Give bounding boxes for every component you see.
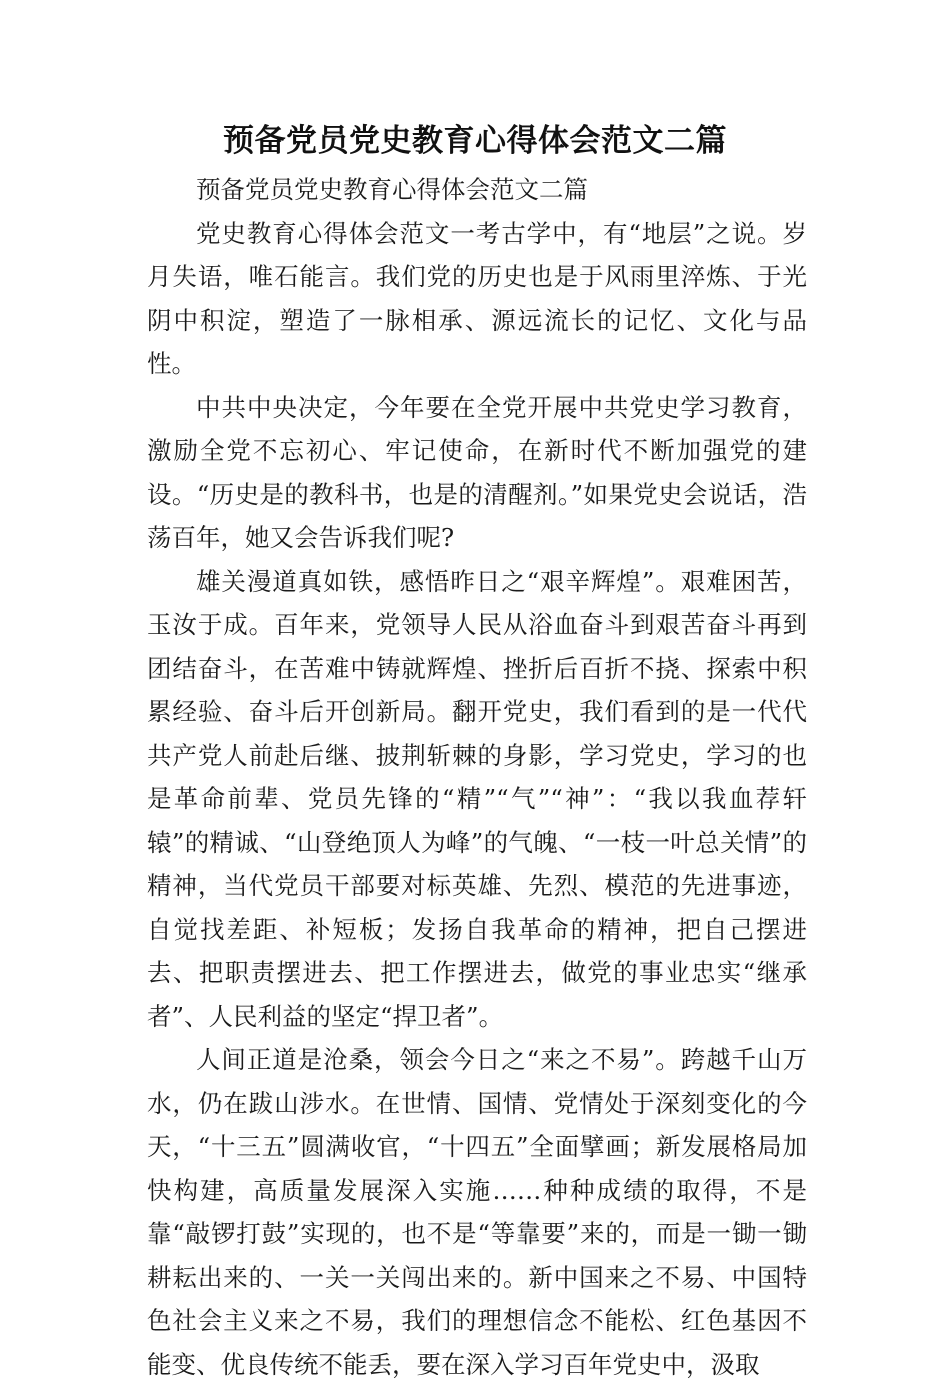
paragraph: 雄关漫道真如铁，感悟昨日之“艰辛辉煌”。艰难困苦，玉汝于成。百年来，党领导人民从浴血奋斗到艰苦奋斗再到团结奋斗，在苦难中铸就辉煌、挫折后百折不挠、探索中积累经验、奋斗后开创新局。翻开党史，我们看到的是一代代共产党人前赴后继、披荆斩棘的身影，学习党史，学习的也是革命前辈、党员先锋的“精”“气”“神”：“我以我血荐轩辕”的精诚、“山登绝顶人为峰”的气魄、“一枝一叶总关情”的精神，当代党员干部要对标英雄、先烈、模范的先进事迹，自觉找差距、补短板；发扬自我革命的精神，把自己摆进去、把职责摆进去、把工作摆进去，做党的事业忠实“继承者”、人民利益的坚定“捍卫者”。 xyxy=(147,566,807,1031)
document-body xyxy=(147,168,807,1386)
document-title: 预备党员党史教育心得体会范文二篇 xyxy=(223,123,727,159)
paragraph: 中共中央决定，今年要在全党开展中共党史学习教育，激励全党不忘初心、牢记使命，在新时代不断加强党的建设。“历史是的教科书，也是的清醒剂。”如果党史会说话，浩荡百年，她又会告诉我们呢? xyxy=(147,392,807,552)
paragraph: 党史教育心得体会范文一考古学中，有“地层”之说。岁月失语，唯石能言。我们党的历史也是于风雨里淬炼、于光阴中积淀，塑造了一脉相承、源远流长的记忆、文化与品性。 xyxy=(147,218,807,378)
paragraph: 预备党员党史教育心得体会范文二篇 xyxy=(196,175,588,204)
paragraph: 人间正道是沧桑，领会今日之“来之不易”。跨越千山万水，仍在跋山涉水。在世情、国情、党情处于深刻变化的今天，“十三五”圆满收官，“十四五”全面擘画；新发展格局加快构建，高质量发展深入实施……种种成绩的取得，不是靠“敲锣打鼓”实现的，也不是“等靠要”来的，而是一锄一锄耕耘出来的、一关一关闯出来的。新中国来之不易、中国特色社会主义来之不易，我们的理想信念不能松、红色基因不能变、优良传统不能丢，要在深入学习百年党史中，汲取 xyxy=(147,1045,807,1379)
